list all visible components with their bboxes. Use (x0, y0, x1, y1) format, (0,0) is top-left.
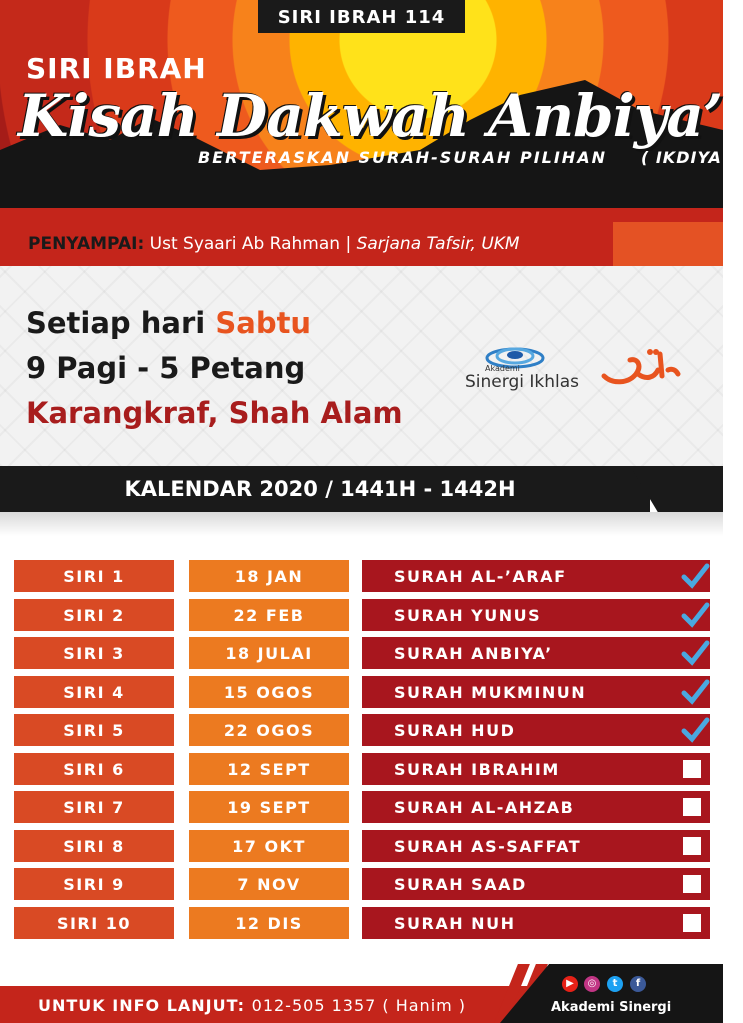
table-row (0, 637, 723, 669)
footer-info-label: UNTUK INFO LANJUT: (38, 996, 246, 1015)
youtube-icon[interactable]: ▶ (562, 976, 578, 992)
ibrah-114-logo (598, 340, 682, 395)
table-row (0, 714, 723, 746)
date-cell: 12 SEPT (189, 753, 349, 785)
presenter-ribbon (613, 222, 723, 266)
siri-cell: SIRI 2 (14, 599, 174, 631)
checkbox-empty (683, 760, 701, 778)
siri-cell: SIRI 6 (14, 753, 174, 785)
schedule-day (26, 306, 311, 340)
surah-cell: SURAH MUKMINUN (362, 676, 710, 708)
presenter-label: PENYAMPAI: (28, 234, 145, 254)
series-label: SIRI IBRAH (26, 52, 207, 85)
sinergi-ikhlas-logo (463, 342, 579, 402)
date-cell: 22 OGOS (189, 714, 349, 746)
schedule-venue: Karangkraf, Shah Alam (26, 396, 403, 430)
siri-cell: SIRI 10 (14, 907, 174, 939)
siri-cell: SIRI 9 (14, 868, 174, 900)
surah-cell: SURAH HUD (362, 714, 710, 746)
checkmark-icon (682, 679, 708, 705)
date-cell: 22 FEB (189, 599, 349, 631)
date-cell: 18 JULAI (189, 637, 349, 669)
siri-cell: SIRI 7 (14, 791, 174, 823)
checkmark-icon (682, 717, 708, 743)
instagram-icon[interactable]: ◎ (584, 976, 600, 992)
surah-cell: SURAH NUH (362, 907, 710, 939)
date-cell: 12 DIS (189, 907, 349, 939)
table-row (0, 753, 723, 785)
facebook-icon[interactable]: f (630, 976, 646, 992)
surah-cell: SURAH AL-AHZAB (362, 791, 710, 823)
twitter-icon[interactable]: t (607, 976, 623, 992)
page-subtitle (198, 148, 743, 167)
table-row (0, 560, 723, 592)
date-cell: 15 OGOS (189, 676, 349, 708)
checkmark-icon (682, 602, 708, 628)
table-row (0, 791, 723, 823)
sinergi-main-text: Sinergi Ikhlas (465, 372, 579, 392)
surah-cell: SURAH AL-’ARAF (362, 560, 710, 592)
checkbox-empty (683, 875, 701, 893)
surah-cell: SURAH SAAD (362, 868, 710, 900)
surah-cell: SURAH AS-SAFFAT (362, 830, 710, 862)
siri-cell: SIRI 4 (14, 676, 174, 708)
table-row (0, 830, 723, 862)
subtitle-text: BERTERASKAN SURAH-SURAH PILIHAN (198, 148, 607, 167)
calendar-bar-shadow (0, 512, 723, 536)
presenter-line (28, 234, 520, 254)
hero-banner (0, 0, 743, 222)
subtitle-abbr: ( IKDIYA' ) (640, 148, 743, 167)
footer-phone: 012-505 1357 ( Hanim ) (251, 996, 467, 1015)
date-cell: 18 JAN (189, 560, 349, 592)
surah-cell: SURAH IBRAHIM (362, 753, 710, 785)
footer-info (38, 996, 466, 1015)
siri-cell: SIRI 5 (14, 714, 174, 746)
day-highlight: Sabtu (215, 306, 312, 340)
table-row (0, 676, 723, 708)
date-cell: 19 SEPT (189, 791, 349, 823)
presenter-name: Ust Syaari Ab Rahman | (149, 234, 352, 254)
footer-brand: Akademi Sinergi (551, 1000, 672, 1015)
siri-cell: SIRI 8 (14, 830, 174, 862)
checkbox-empty (683, 837, 701, 855)
date-cell: 17 OKT (189, 830, 349, 862)
page-title: Kisah Dakwah Anbiya’ (18, 82, 723, 150)
table-row (0, 599, 723, 631)
checkbox-empty (683, 914, 701, 932)
siri-cell: SIRI 1 (14, 560, 174, 592)
table-row (0, 868, 723, 900)
checkmark-icon (682, 563, 708, 589)
sinergi-small-text: Akademi (485, 364, 520, 373)
checkbox-empty (683, 798, 701, 816)
checkmark-icon (682, 640, 708, 666)
table-row (0, 907, 723, 939)
series-tag: SIRI IBRAH 114 (258, 0, 465, 33)
surah-cell: SURAH YUNUS (362, 599, 710, 631)
siri-cell: SIRI 3 (14, 637, 174, 669)
date-cell: 7 NOV (189, 868, 349, 900)
calendar-title: KALENDAR 2020 / 1441H - 1442H (124, 477, 516, 501)
day-prefix: Setiap hari (26, 306, 206, 340)
schedule-time: 9 Pagi - 5 Petang (26, 351, 306, 385)
surah-cell: SURAH ANBIYA’ (362, 637, 710, 669)
presenter-credential: Sarjana Tafsir, UKM (356, 234, 520, 254)
